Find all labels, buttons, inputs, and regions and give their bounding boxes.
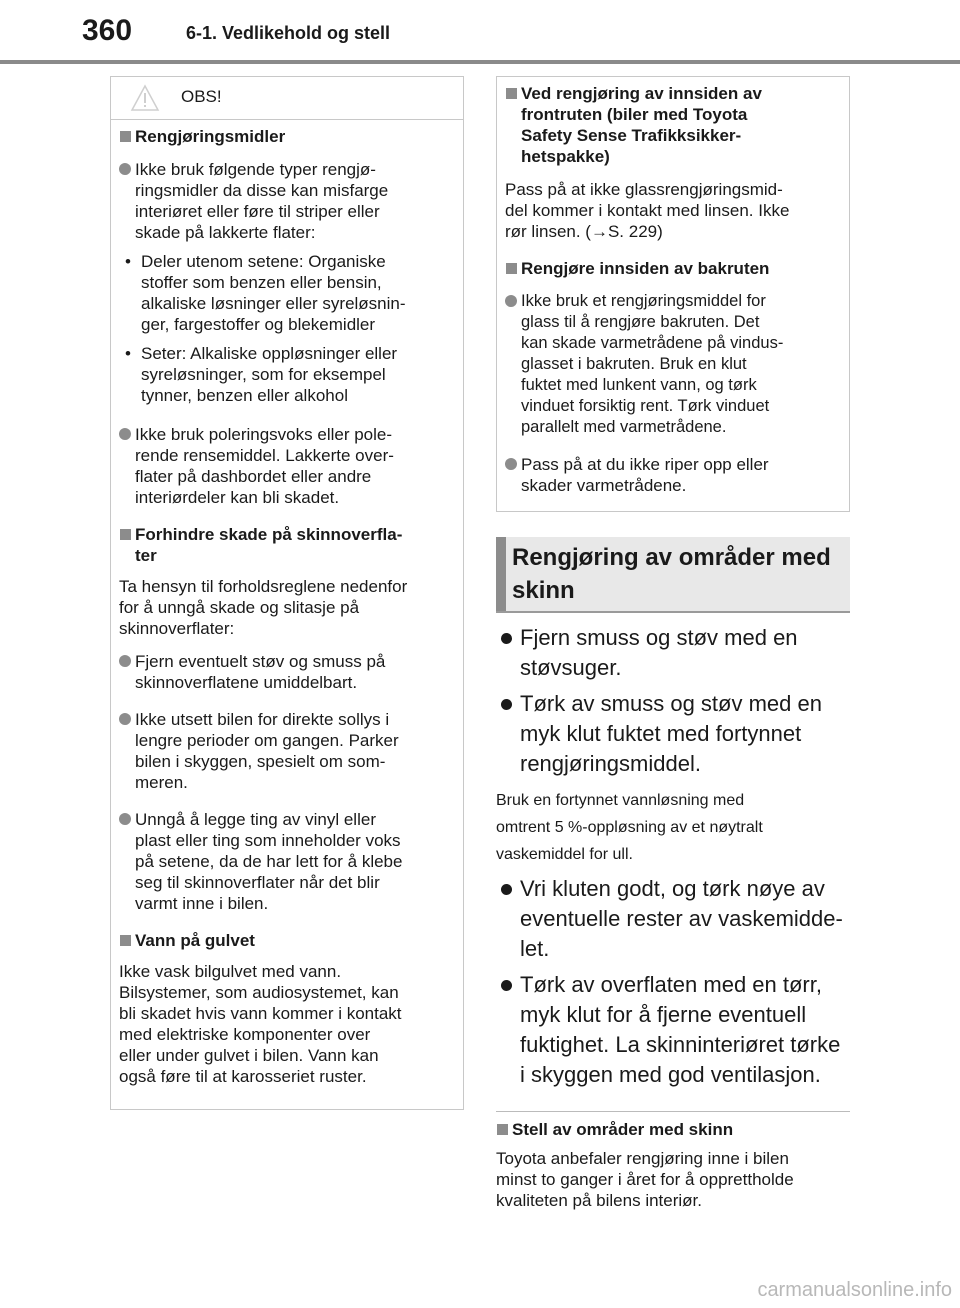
dilution-note: Bruk en fortynnet vannløsning med omtrent 5 %-oppløsning av et nøytralt vaskemiddel for ull. [496,792,763,863]
bullet-dot-icon [496,874,520,884]
bullet-dot-icon [496,689,520,699]
list-item [119,709,445,793]
heading-cleaning-agents [119,126,445,147]
circle-bullet-icon [119,163,131,175]
warning-triangle-icon [130,84,160,112]
heading-floor-water [119,930,445,951]
warning-body [111,126,463,1087]
square-bullet-icon [120,935,131,946]
circle-bullet-icon [119,713,131,725]
square-bullet-icon [120,529,131,540]
circle-bullet-icon [119,813,131,825]
right-column [496,76,850,512]
leather-intro: Ta hensyn til forholdsreglene nedenfor for å unngå skade og slitasje på skinnoverflater: [119,577,408,638]
item-text: Ikke utsett bilen for direkte sollys i lengre perioder om gangen. Parker bilen i skyggen, spesielt om som- meren. [135,710,399,792]
list-item [119,809,445,914]
warning-box [110,76,464,1110]
care-section [496,1113,852,1211]
step-text: Tørk av overflaten med en tørr, myk klut for å fjerne eventuell fuktighet. La skinninteriøret tørke i skyggen med god ventilasjon. [520,972,841,1087]
step-item [496,874,852,964]
heading-rear-window [505,258,831,279]
step-text: Tørk av smuss og støv med en myk klut fuktet med fortynnet rengjøringsmiddel. [520,691,822,776]
item-text: Seter: Alkaliske oppløsninger eller syreløsninger, som for eksempel tynner, benzen eller alkohol [141,344,398,405]
circle-bullet-icon [119,655,131,667]
warning-title: OBS! [181,87,222,106]
header-rule [0,60,960,64]
heading-text: Stell av områder med skinn [512,1120,734,1139]
watermark: carmanualsonline.info [757,1279,952,1301]
heading-text: Rengjøre innsiden av bakruten [521,259,770,278]
item-text: Fjern eventuelt støv og smuss på skinnoverflatene umiddelbart. [135,652,386,692]
item-text: Unngå å legge ting av vinyl eller plast eller ting som inneholder voks på setene, da de har lett for å klebe seg til skinnoverflater når det blir varmt inne i bilen. [135,810,403,913]
bullet-dot-icon [496,970,520,980]
section-heading: Rengjøring av områder med skinn [512,544,831,604]
step-item [496,970,852,1090]
square-bullet-icon [506,88,517,99]
dash-item [119,343,445,406]
square-bullet-icon [120,131,131,142]
item-text: Ikke bruk poleringsvoks eller pole- rende rensemiddel. Lakkerte over- flater på dashbordet eller andre interiørdeler kan bli skadet. [135,425,394,507]
band-accent-bar [496,537,506,611]
dash-item [119,251,445,335]
page-number: 360 [82,14,133,47]
divider [496,1111,850,1112]
item-text: Ikke bruk et rengjøringsmiddel for glass til å rengjøre bakruten. Det kan skade varmetrådene på vindus- glasset i bakruten. Bruk en klut fuktet med lunkent vann, og tørk vinduet forsiktig rent. Tørk vinduet parallelt med varmetrådene. [521,292,784,436]
list-item [119,159,445,243]
circle-bullet-icon [505,295,517,307]
bullet-dot-icon [496,623,520,633]
step-item [496,689,852,779]
list-item [119,424,445,508]
care-text: Toyota anbefaler rengjøring inne i bilen minst to ganger i året for å opprettholde kvaliteten på bilens interiør. [496,1149,794,1210]
step-text: Vri kluten godt, og tørk nøye av eventuelle rester av vaskemidde- let. [520,876,843,961]
heading-text: Rengjøringsmidler [135,127,286,146]
section-heading-band [496,537,850,613]
circle-bullet-icon [119,428,131,440]
heading-text: Forhindre skade på skinnoverfla- ter [135,525,403,565]
dash-list [119,251,445,406]
section-title: 6-1. Vedlikehold og stell [186,23,391,43]
leather-cleaning-steps [496,618,852,1090]
heading-text: Ved rengjøring av innsiden av frontruten (biler med Toyota Safety Sense Trafikksikker- hetspakke) [521,84,762,166]
dot-marker-icon: • [125,344,131,363]
step-text: Fjern smuss og støv med en støvsuger. [520,625,798,680]
step-item [496,623,852,683]
heading-care [496,1119,852,1140]
list-item [505,454,831,496]
floor-text: Ikke vask bilgulvet med vann. Bilsystemer, som audiosystemet, kan bli skadet hvis vann kommer i kontakt med elektriske komponenter over eller under gulvet i bilen. Vann kan også føre til at karosseriet ruster. [119,962,402,1086]
item-text: Pass på at du ikke riper opp eller skader varmetrådene. [521,455,769,495]
circle-bullet-icon [505,458,517,470]
heading-windshield [505,83,831,167]
warning-header [111,77,463,120]
dot-marker-icon: • [125,252,131,271]
heading-text: Vann på gulvet [135,931,255,950]
heading-leather-protect [119,524,445,566]
list-item [119,651,445,693]
square-bullet-icon [497,1124,508,1135]
windshield-text: Pass på at ikke glassrengjøringsmid- del kommer i kontakt med linsen. Ikke rør linsen. (→S. 229) [505,180,790,241]
square-bullet-icon [506,263,517,274]
item-text: Deler utenom setene: Organiske stoffer som benzen eller bensin, alkaliske løsninger eller syreløsnin- ger, fargestoffer og blekemidler [141,252,406,334]
item-text: Ikke bruk følgende typer rengjø- ringsmidler da disse kan misfarge interiøret eller føre til striper eller skade på lakkerte flater: [135,160,389,242]
note-box [496,76,850,512]
list-item [505,291,831,438]
